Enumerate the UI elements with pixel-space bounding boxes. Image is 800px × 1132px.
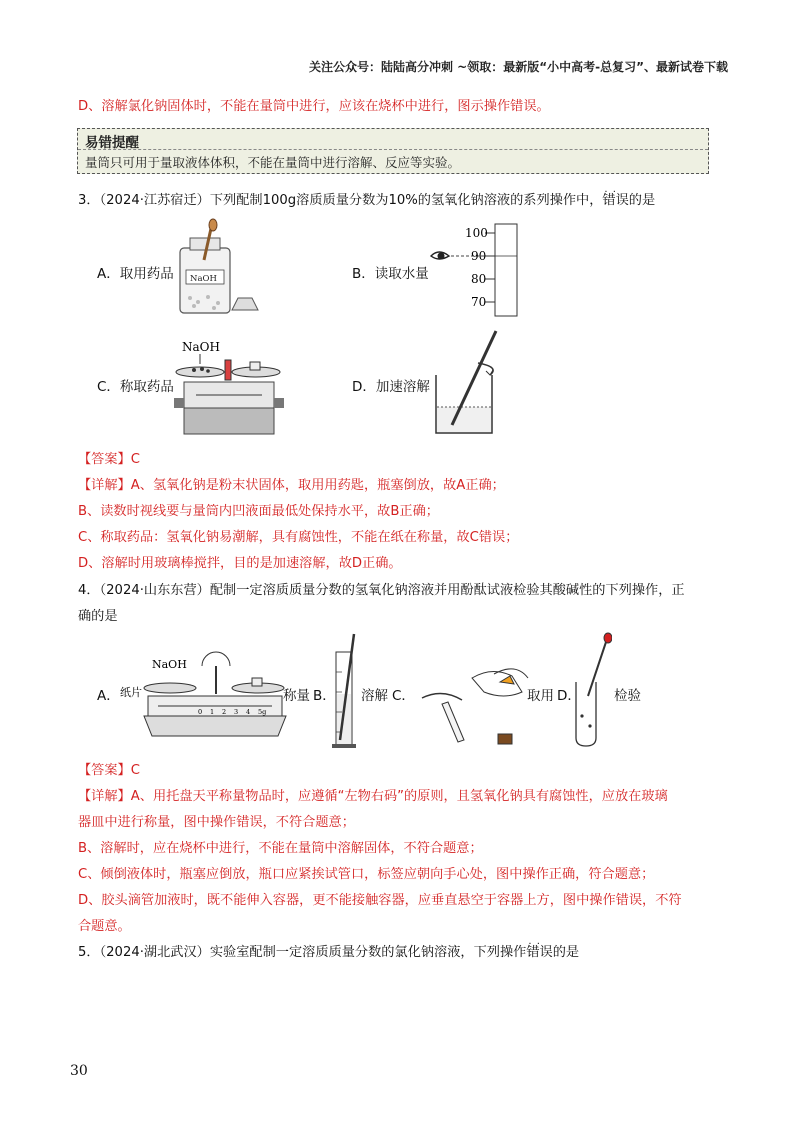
beam-tick-3: 3	[234, 708, 239, 716]
q3-detail-a: 【详解】A、氢氧化钠是粉末状固体，取用用药匙，瓶塞倒放，故A正确；	[78, 478, 505, 493]
page-number: 30	[70, 1063, 88, 1079]
q3-detail-b: B、读数时视线要与量筒内凹液面最低处保持水平，故B正确；	[78, 504, 439, 519]
q5-stem-emphasis: · · 错误	[526, 945, 552, 960]
q3-option-a: A．取用药品	[97, 266, 174, 282]
q4-dropper-illustration	[572, 632, 612, 750]
beam-tick-0: 0	[198, 708, 203, 716]
q5-stem-after: 的是	[552, 945, 580, 960]
beam-tick-5g: 5g	[258, 708, 267, 716]
beaker-stirring-illustration	[430, 325, 510, 440]
cylinder-tick-90: 90	[471, 249, 487, 263]
cylinder-tick-100: 100	[465, 226, 488, 240]
q3-option-c: C．称取药品	[97, 379, 174, 395]
q4-detail-a1: 【详解】A、用托盘天平称量物品时，应遵循“左物右码”的原则，且氢氧化钠具有腐蚀性，应放在玻璃	[78, 789, 668, 804]
q4-balance-illustration	[118, 648, 288, 748]
q3-stem-before: 3．（2024·江苏宿迁）下列配制100g溶质质量分数为10%的氢氧化钠溶液的系列操作中，	[78, 193, 603, 208]
naoh-label: NaOH	[182, 340, 220, 354]
graduated-cylinder-illustration	[425, 218, 535, 318]
q4-detail-d1: D、胶头滴管加液时，既不能伸入容器，更不能接触容器，应垂直悬空于容器上方，图中操作错误，不符	[78, 893, 682, 908]
q4-test-label: 检验	[614, 688, 641, 704]
q3-detail-c: C、称取药品：氢氧化钠易潮解，具有腐蚀性，不能在纸在称量，故C错误；	[78, 530, 519, 545]
q4-option-c: C．	[392, 688, 415, 704]
q4-weigh-label: 称量	[283, 688, 310, 704]
q3-stem-after: 的是	[628, 193, 656, 208]
q4-detail-b: B、溶解时，应在烧杯中进行，不能在量筒中溶解固体，不符合题意；	[78, 841, 483, 856]
bottle-label-text: NaOH	[190, 274, 217, 284]
q4-detail-a2: 器皿中进行称量，图中操作错误，不符合题意；	[78, 815, 355, 830]
q4-detail-c: C、倾倒液体时，瓶塞应倒放，瓶口应紧挨试管口，标签应朝向手心处，图中操作正确，符合题意；	[78, 867, 655, 882]
q5-stem	[78, 944, 579, 962]
q4-pouring-illustration	[412, 648, 534, 748]
q3-option-d: D．加速溶解	[352, 379, 430, 395]
cylinder-tick-80: 80	[471, 272, 487, 286]
q4-option-d: D．	[557, 688, 581, 704]
q4-dissolve-label: 溶解	[361, 688, 388, 704]
beam-tick-4: 4	[246, 708, 251, 716]
q4-detail-d2: 合题意。	[78, 919, 131, 934]
q4-cylinder-illustration	[328, 632, 364, 750]
page-header: 关注公众号：陆陆高分冲刺 ~领取：最新版“小中高考-总复习”、最新试卷下载	[309, 60, 728, 74]
q3-stem-emphasis: · · 错误	[602, 193, 628, 208]
q4-stem-line2: 确的是	[78, 609, 118, 624]
q3-option-b: B．读取水量	[352, 266, 429, 282]
q5-stem-before: 5．（2024·湖北武汉）实验室配制一定溶质质量分数的氯化钠溶液，下列操作	[78, 945, 527, 960]
cylinder-tick-70: 70	[471, 295, 487, 309]
q4-option-b: B．	[313, 688, 336, 704]
q4-option-a: A．	[97, 688, 120, 704]
q4-answer: 【答案】C	[78, 763, 140, 778]
q4-naoh-label: NaOH	[152, 658, 187, 671]
tip-divider	[78, 149, 708, 150]
q4-take-label: 取用	[527, 688, 554, 704]
q3-detail-d: D、溶解时用玻璃棒搅拌，目的是加速溶解，故D正确。	[78, 556, 402, 571]
tip-text: 量筒只可用于量取液体体积，不能在量筒中进行溶解、反应等实验。	[85, 155, 461, 170]
q4-stem-line1: 4．（2024·山东东营）配制一定溶质质量分数的氢氧化钠溶液并用酚酞试液检验其酸碱性的下列操作，正	[78, 583, 685, 598]
error-tip-box	[77, 128, 709, 174]
beam-tick-1: 1	[210, 708, 215, 716]
balance-illustration	[170, 338, 285, 438]
beam-tick-2: 2	[222, 708, 227, 716]
reagent-bottle-illustration	[170, 218, 265, 318]
q3-answer: 【答案】C	[78, 452, 140, 467]
paper-label: 纸片	[120, 686, 142, 699]
prev-detail-d: D、溶解氯化钠固体时，不能在量筒中进行，应该在烧杯中进行，图示操作错误。	[78, 99, 550, 114]
q3-stem	[78, 192, 655, 210]
tip-title: 易错提醒	[85, 135, 139, 151]
